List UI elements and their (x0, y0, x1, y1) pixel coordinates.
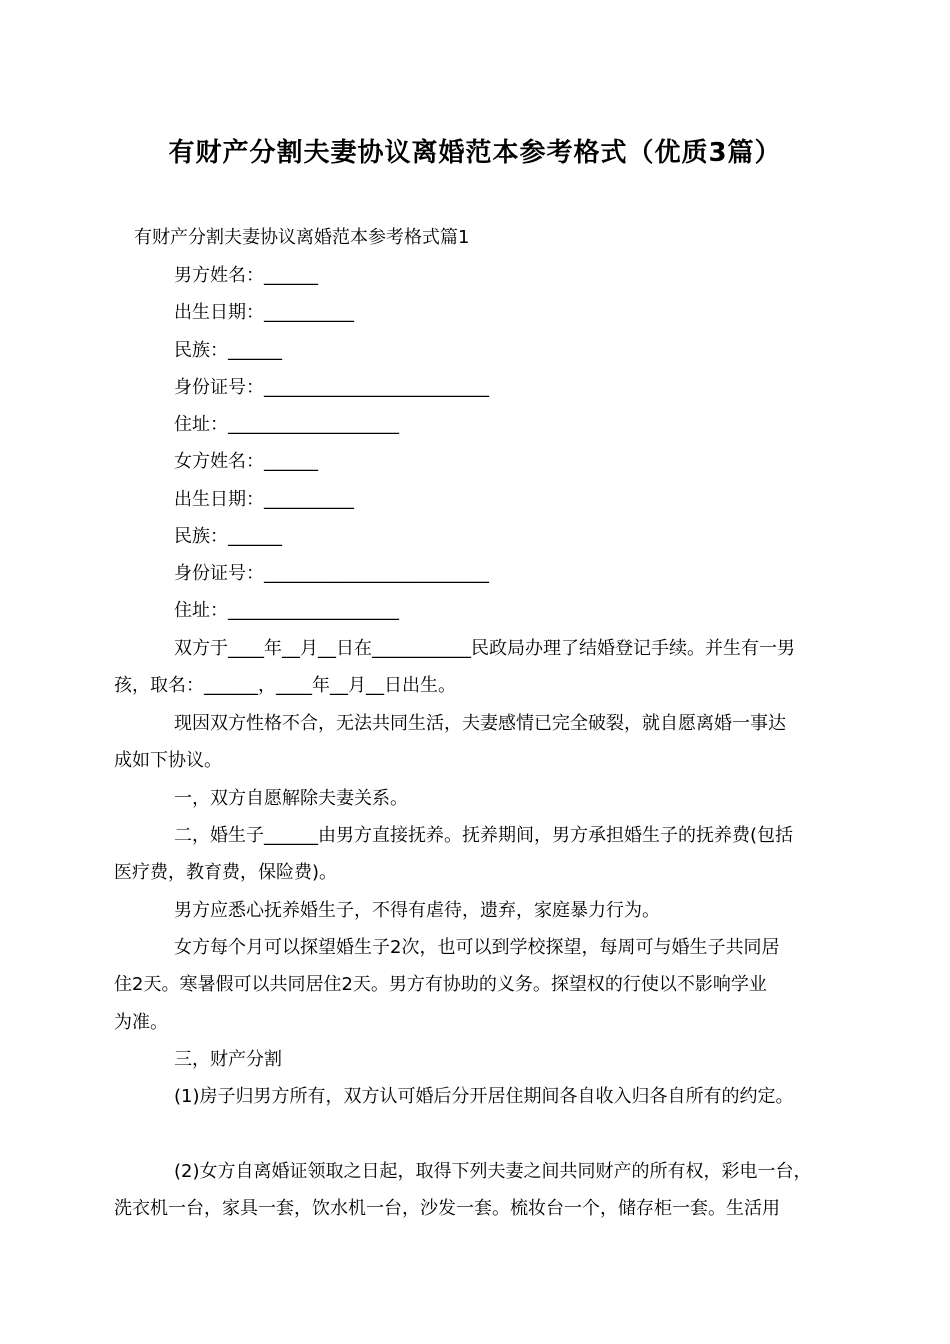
marriage-registration-line-2: 孩，取名：______，____年__月__日出生。 (114, 675, 456, 696)
visitation-line-3: 为准。 (114, 1012, 168, 1033)
wife-name-field: 女方姓名：______ (174, 451, 318, 472)
visitation-line-1: 女方每个月可以探望婚生子2次，也可以到学校探望，每周可与婚生子共同居 (174, 937, 780, 958)
property-item-1: (1)房子归男方所有，双方认可婚后分开居住期间各自收入归各自所有的约定。 (174, 1086, 794, 1107)
wife-ethnicity-field: 民族：______ (174, 526, 282, 547)
property-item-2-line-2: 洗衣机一台，家具一套，饮水机一台，沙发一套。梳妆台一个，储存柜一套。生活用 (114, 1198, 780, 1219)
clause-1: 一，双方自愿解除夫妻关系。 (174, 788, 408, 809)
wife-id-field: 身份证号：_________________________ (174, 563, 489, 584)
property-item-2-line-1: (2)女方自离婚证领取之日起，取得下列夫妻之间共同财产的所有权，彩电一台， (174, 1161, 812, 1182)
care-duty-line: 男方应悉心抚养婚生子，不得有虐待，遗弃，家庭暴力行为。 (174, 900, 660, 921)
husband-birthdate-field: 出生日期：__________ (174, 302, 354, 323)
wife-address-field: 住址：___________________ (174, 600, 399, 621)
husband-id-field: 身份证号：_________________________ (174, 377, 489, 398)
visitation-line-2: 住2天。寒暑假可以共同居住2天。男方有协助的义务。探望权的行使以不影响学业 (114, 974, 767, 995)
wife-birthdate-field: 出生日期：__________ (174, 489, 354, 510)
clause-2-line-2: 医疗费，教育费，保险费)。 (114, 862, 338, 883)
clause-2-line-1: 二，婚生子______由男方直接抚养。抚养期间，男方承担婚生子的抚养费(包括 (174, 825, 794, 846)
marriage-registration-line-1: 双方于____年__月__日在___________民政局办理了结婚登记手续。并生有一男 (174, 638, 795, 659)
section-title: 有财产分割夫妻协议离婚范本参考格式篇1 (134, 227, 470, 248)
reason-line-1: 现因双方性格不合，无法共同生活，夫妻感情已完全破裂，就自愿离婚一事达 (174, 713, 786, 734)
husband-name-field: 男方姓名：______ (174, 265, 318, 286)
document-title: 有财产分割夫妻协议离婚范本参考格式（优质3篇） (168, 138, 782, 168)
reason-line-2: 成如下协议。 (114, 750, 222, 771)
husband-address-field: 住址：___________________ (174, 414, 399, 435)
husband-ethnicity-field: 民族：______ (174, 340, 282, 361)
clause-3-heading: 三，财产分割 (174, 1049, 282, 1070)
